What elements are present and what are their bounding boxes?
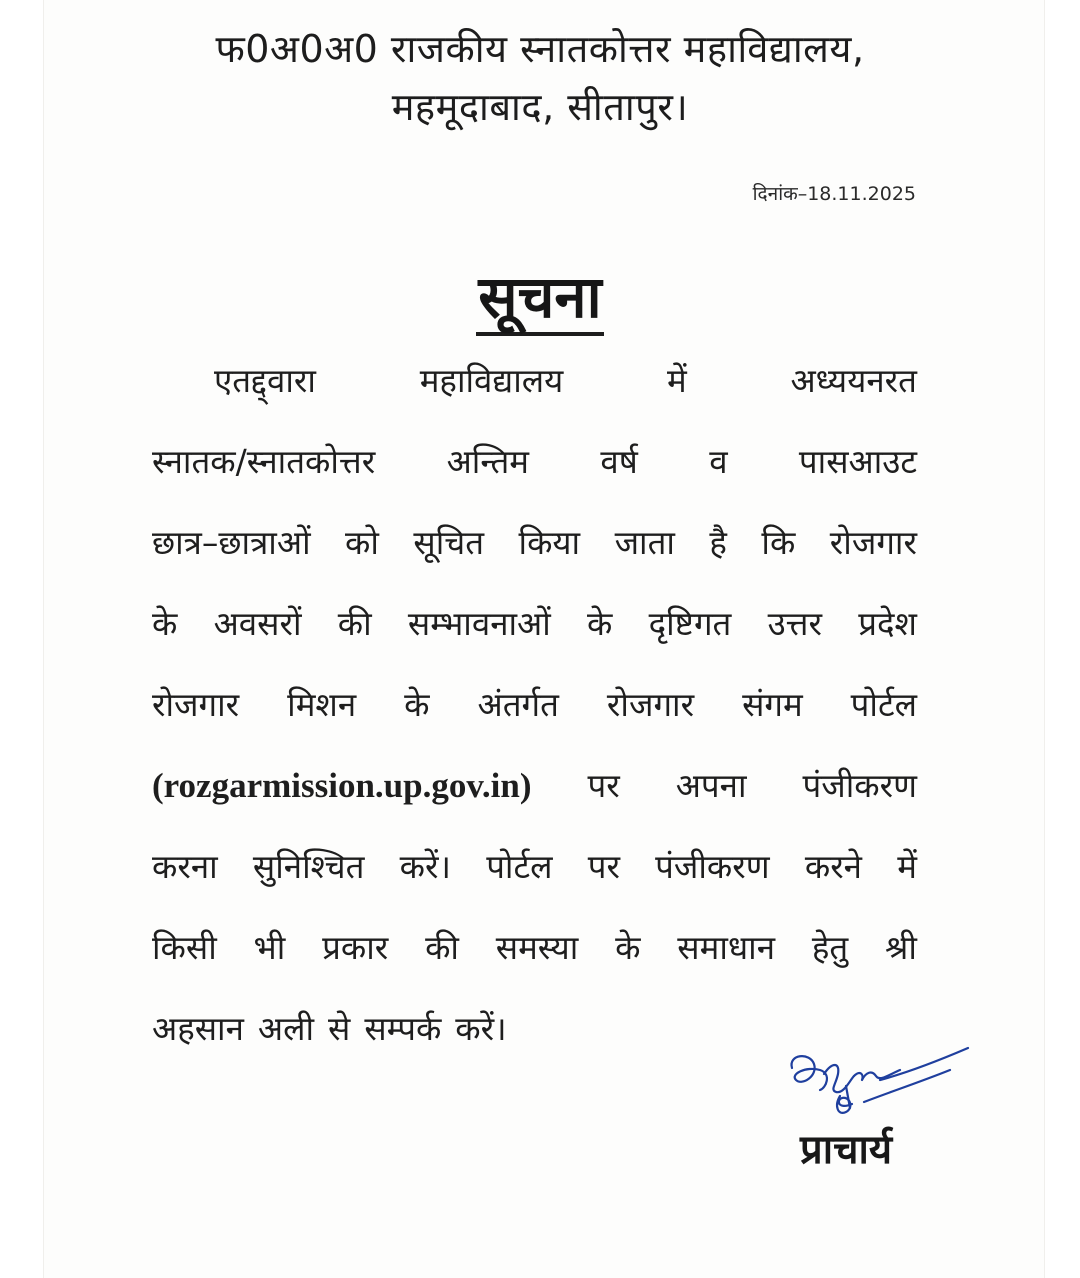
word: किया xyxy=(518,523,581,562)
word: उत्तर xyxy=(767,604,822,643)
word: भी xyxy=(253,928,286,967)
body-line-8 xyxy=(152,907,917,988)
body-line-4 xyxy=(152,583,917,664)
word: अन्तिम xyxy=(446,442,530,481)
word: हेतु xyxy=(811,928,849,967)
word: अहसान xyxy=(152,1009,244,1048)
signature-image xyxy=(780,1040,980,1130)
body-line-5 xyxy=(152,664,917,745)
notice-title: सूचना xyxy=(476,262,603,336)
word: है xyxy=(709,523,727,562)
college-name: फ0अ0अ0 राजकीय स्नातकोत्तर महाविद्यालय, xyxy=(215,27,865,71)
word: महाविद्यालय xyxy=(419,361,564,400)
word: में xyxy=(666,361,687,400)
word: सुनिश्चित xyxy=(252,847,365,886)
word: किसी xyxy=(152,928,217,967)
word: के xyxy=(615,928,641,967)
word: दृष्टिगत xyxy=(648,604,732,643)
word: पोर्टल xyxy=(486,847,553,886)
notice-date: दिनांक–18.11.2025 xyxy=(752,183,916,205)
word: रोजगार xyxy=(152,685,240,724)
word: अंतर्गत xyxy=(477,685,559,724)
word: अवसरों xyxy=(213,604,302,643)
word: पासआउट xyxy=(798,442,917,481)
word: करना xyxy=(152,847,218,886)
word: से xyxy=(328,1009,351,1048)
body-line-7 xyxy=(152,826,917,907)
word: समाधान xyxy=(677,928,776,967)
word: रोजगार xyxy=(829,523,917,562)
word: करने xyxy=(804,847,862,886)
word: के xyxy=(404,685,430,724)
word: प्रदेश xyxy=(858,604,917,643)
word: करें। xyxy=(455,1009,507,1048)
word: पर xyxy=(587,766,620,805)
principal-designation: प्राचार्य xyxy=(800,1127,893,1173)
notice-body xyxy=(152,340,917,1069)
portal-url: (rozgarmission.up.gov.in) xyxy=(152,766,532,805)
word: अध्ययनरत xyxy=(790,361,917,400)
word: की xyxy=(337,604,372,643)
word: व xyxy=(709,442,728,481)
word: एतद्द्वारा xyxy=(214,361,316,400)
word: रोजगार xyxy=(606,685,695,724)
word: की xyxy=(425,928,459,967)
word: प्रकार xyxy=(322,928,389,967)
word: वर्ष xyxy=(600,442,638,481)
word: के xyxy=(152,604,178,643)
word: जाता xyxy=(614,523,675,562)
body-line-2 xyxy=(152,421,917,502)
word: पंजीकरण xyxy=(655,847,770,886)
word: पंजीकरण xyxy=(802,766,917,805)
word: करें। xyxy=(399,847,451,886)
word: स्नातक/स्नातकोत्तर xyxy=(152,442,376,481)
college-header xyxy=(0,20,1080,136)
word: सम्पर्क xyxy=(364,1009,442,1048)
body-line-1 xyxy=(152,340,917,421)
word: मिशन xyxy=(287,685,357,724)
word: के xyxy=(587,604,613,643)
word: अली xyxy=(257,1009,315,1048)
word: पर xyxy=(587,847,620,886)
word: श्री xyxy=(884,928,917,967)
word: समस्या xyxy=(495,928,579,967)
word: सूचित xyxy=(413,523,485,562)
body-line-6 xyxy=(152,745,917,826)
college-address: महमूदाबाद, सीतापुर। xyxy=(391,85,689,129)
word: अपना xyxy=(675,766,747,805)
word: को xyxy=(345,523,379,562)
word: कि xyxy=(761,523,796,562)
body-line-3 xyxy=(152,502,917,583)
notice-title-wrap xyxy=(0,262,1080,336)
word: छात्र–छात्राओं xyxy=(152,523,311,562)
word: संगम xyxy=(742,685,803,724)
word: में xyxy=(897,847,917,886)
word: पोर्टल xyxy=(850,685,917,724)
word: सम्भावनाओं xyxy=(407,604,551,643)
